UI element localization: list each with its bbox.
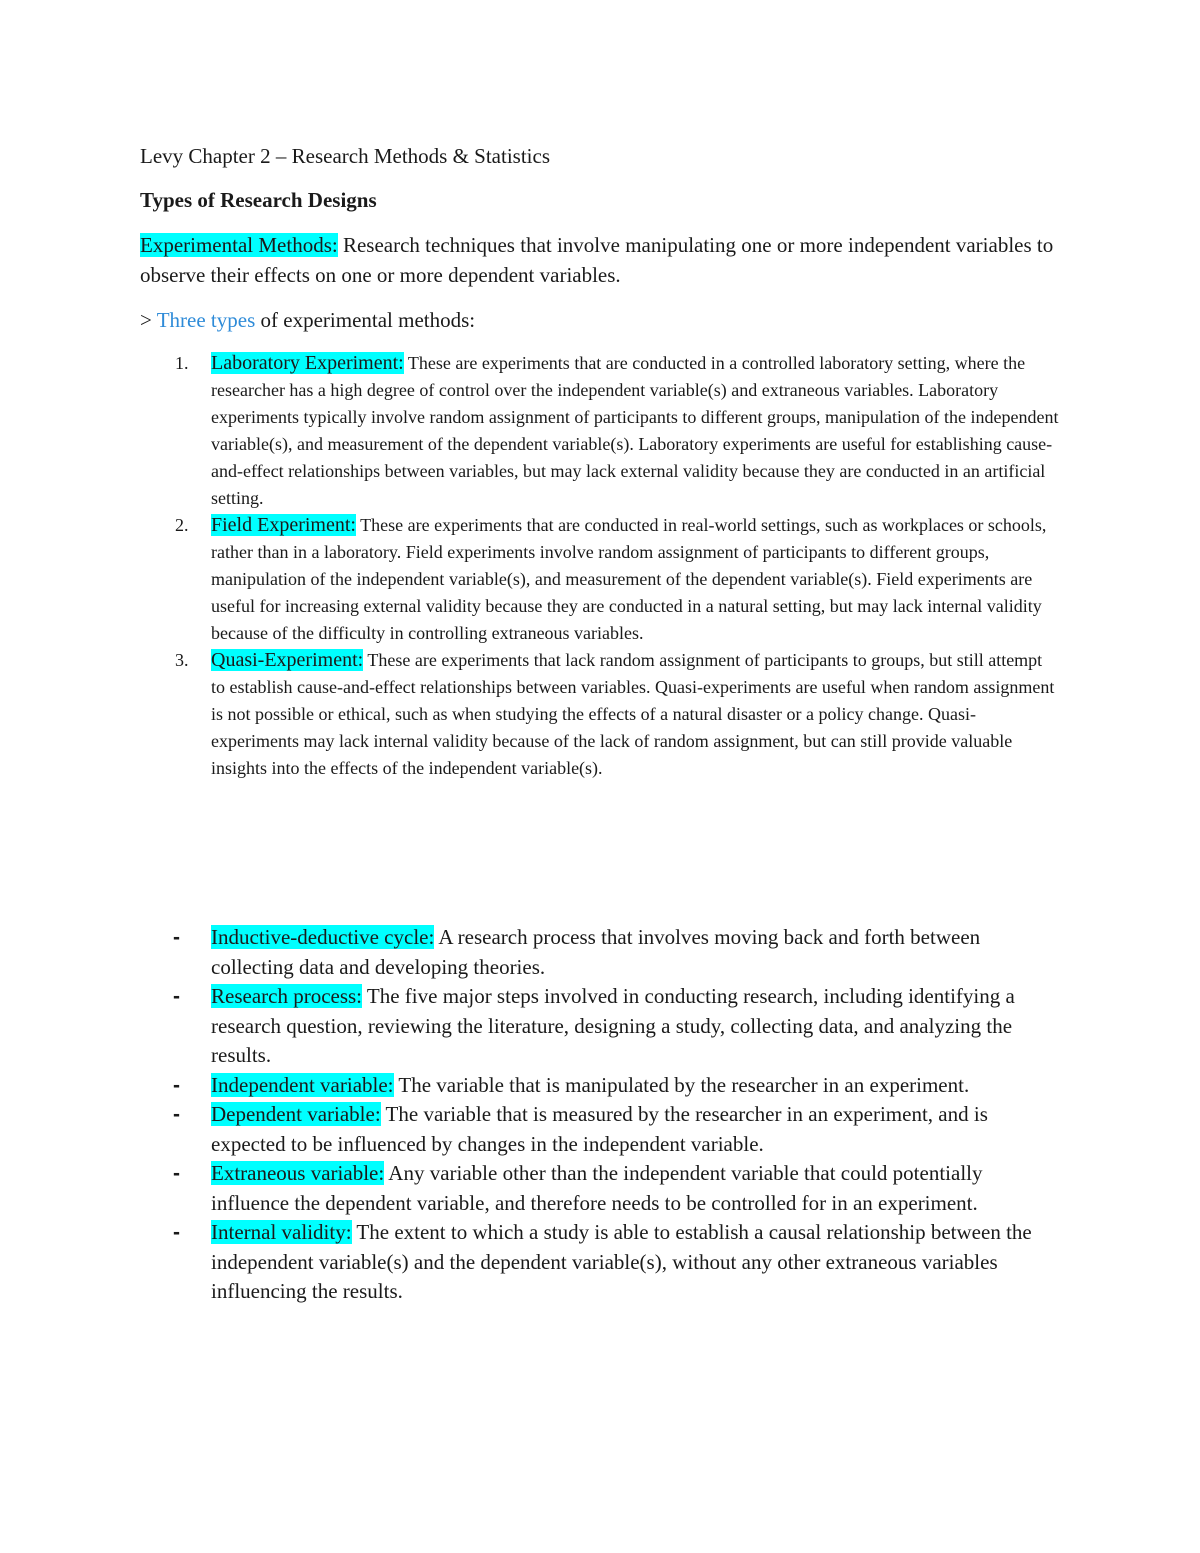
list-item-text: These are experiments that lack random assignment of participants to groups, but still attempt to establish cause-and-effect relationships between variables. Quasi-experiments are useful when random assignment is not possible or ethical, such as when studying the effects of a natural disaster or a policy change. Quasi-experiments may lack internal validity because of the lack of random assignment, but can still provide valuable insights into the effects of the independent variable(s). bbox=[211, 650, 1055, 778]
dash-bullet: - bbox=[173, 1221, 180, 1244]
section-heading: Types of Research Designs bbox=[140, 188, 377, 212]
dash-bullet: - bbox=[173, 1162, 180, 1185]
list-number: 3. bbox=[175, 650, 189, 670]
highlighted-term: Experimental Methods: bbox=[140, 233, 338, 257]
types-suffix: of experimental methods: bbox=[255, 308, 476, 332]
document-title: Levy Chapter 2 – Research Methods & Statistics bbox=[140, 144, 551, 168]
definition-text: A research process that involves moving back and forth between collecting data and developing theories. bbox=[211, 925, 981, 979]
list-item-text: These are experiments that are conducted in real-world settings, such as workplaces or schools, rather than in a laboratory. Field experiments involve random assignment of participants to different groups, manipulation of the independent variable(s), and measurement of the dependent variable(s). Field experiments are useful for increasing external validity because they are conducted in a natural setting, but may lack internal validity because of the difficulty in controlling extraneous variables. bbox=[211, 515, 1047, 643]
list-item bbox=[140, 647, 1060, 782]
list-item bbox=[140, 1100, 1040, 1159]
definition-text: The extent to which a study is able to establish a causal relationship between the independent variable(s) and the dependent variable(s), without any other extraneous variables influencing the results. bbox=[211, 1220, 1032, 1303]
dash-bullet: - bbox=[173, 926, 180, 949]
highlighted-term: Inductive-deductive cycle: bbox=[211, 925, 435, 949]
highlighted-term: Research process: bbox=[211, 984, 363, 1008]
definition-text: Any variable other than the independent variable that could potentially influence the dependent variable, and therefore needs to be controlled for in an experiment. bbox=[211, 1161, 983, 1215]
list-item bbox=[140, 1071, 1040, 1101]
experiment-types-list bbox=[140, 350, 1060, 782]
highlighted-term: Internal validity: bbox=[211, 1220, 352, 1244]
highlighted-term: Extraneous variable: bbox=[211, 1161, 385, 1185]
list-item bbox=[140, 350, 1060, 512]
definition-text: The five major steps involved in conducting research, including identifying a research question, reviewing the literature, designing a study, collecting data, and analyzing the results. bbox=[211, 984, 1015, 1067]
list-item bbox=[140, 923, 1040, 982]
list-item bbox=[140, 1159, 1040, 1218]
intro-paragraph bbox=[140, 230, 1070, 290]
types-line bbox=[140, 306, 475, 334]
intro-text: Research techniques that involve manipulating one or more independent variables to observe their effects on one or more dependent variables. bbox=[140, 233, 1054, 287]
list-item bbox=[140, 512, 1060, 647]
dash-bullet: - bbox=[173, 985, 180, 1008]
list-number: 1. bbox=[175, 353, 189, 373]
highlighted-term: Laboratory Experiment: bbox=[211, 352, 404, 374]
highlighted-term: Independent variable: bbox=[211, 1072, 394, 1097]
highlighted-term: Dependent variable: bbox=[211, 1102, 381, 1126]
definition-text: The variable that is manipulated by the researcher in an experiment. bbox=[393, 1072, 970, 1097]
dash-bullet: - bbox=[173, 1103, 180, 1126]
list-item bbox=[140, 982, 1040, 1071]
highlighted-term: Field Experiment: bbox=[211, 514, 356, 536]
types-highlight: Three types bbox=[156, 308, 256, 332]
highlighted-term: Quasi-Experiment: bbox=[211, 649, 364, 671]
list-item-text: These are experiments that are conducted in a controlled laboratory setting, where the researcher has a high degree of control over the independent variable(s) and extraneous variables. Laboratory experiments typically involve random assignment of participants to different groups, manipulation of the independent variable(s), and measurement of the dependent variable(s). Laboratory experiments are useful for establishing cause-and-effect relationships between variables, but may lack external validity because they are conducted in an artificial setting. bbox=[211, 353, 1059, 508]
types-prefix: > bbox=[140, 308, 157, 332]
definition-text: The variable that is measured by the researcher in an experiment, and is expected to be influenced by changes in the independent variable. bbox=[211, 1102, 988, 1156]
list-number: 2. bbox=[175, 515, 189, 535]
definitions-list bbox=[140, 923, 1040, 1307]
list-item bbox=[140, 1218, 1040, 1307]
dash-bullet: - bbox=[173, 1073, 180, 1097]
